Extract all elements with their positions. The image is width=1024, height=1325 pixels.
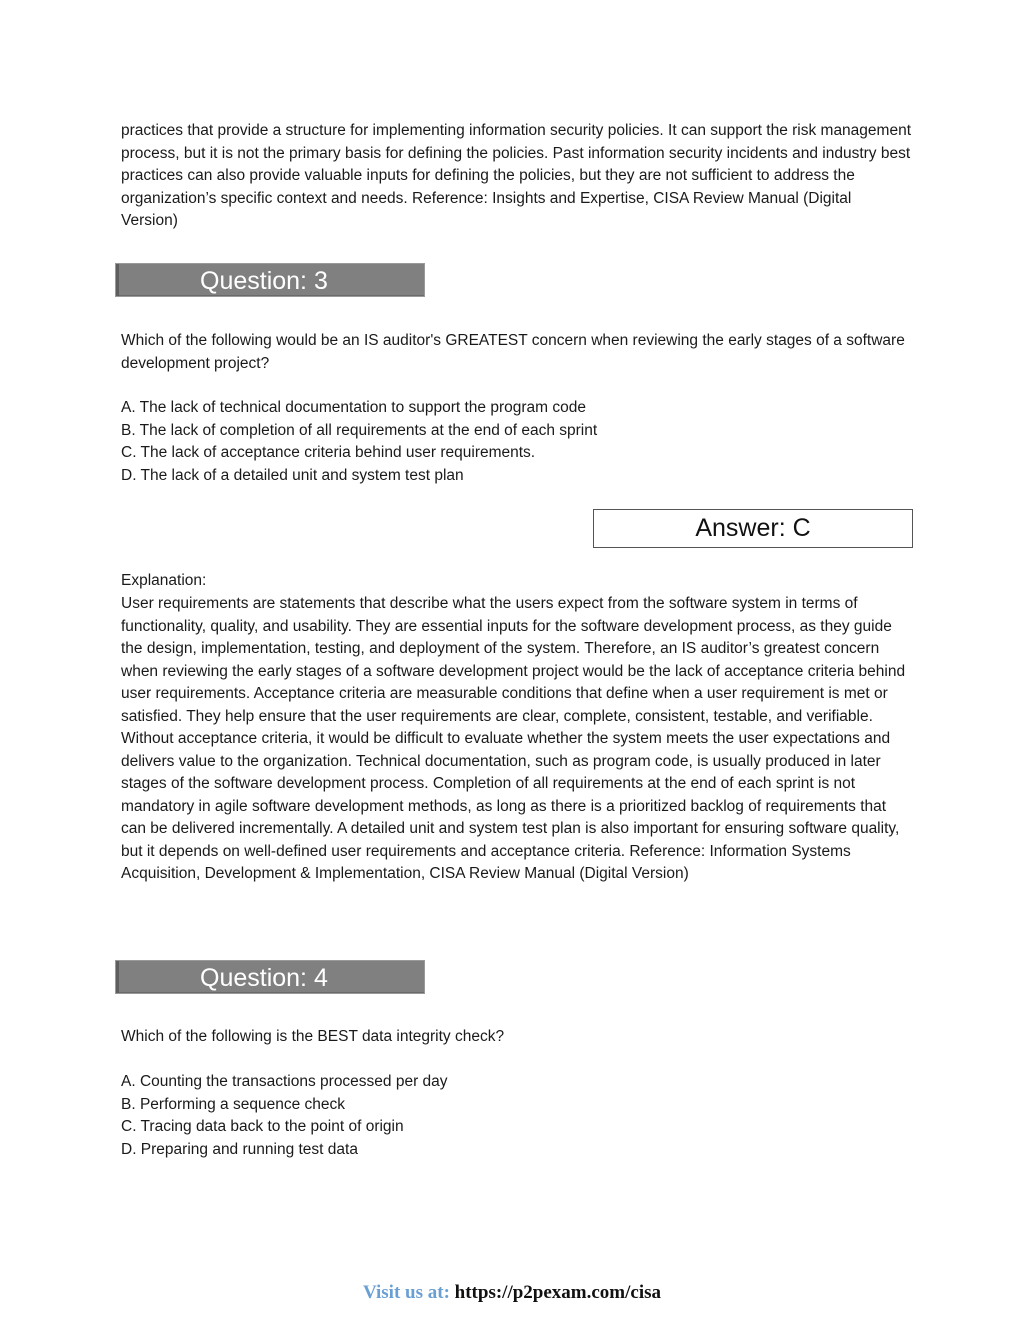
question-4-banner	[115, 960, 425, 994]
option-c: C. Tracing data back to the point of origin	[121, 1118, 404, 1135]
question-3-options	[121, 397, 911, 487]
option-c: C. The lack of acceptance criteria behind user requirements.	[121, 444, 536, 461]
question-4-options	[121, 1071, 911, 1161]
answer-text: Answer: C	[695, 514, 811, 542]
option-b: B. The lack of completion of all requirements at the end of each sprint	[121, 421, 598, 439]
question-3-banner	[115, 263, 425, 297]
answer-box	[593, 509, 913, 548]
footer-url-link[interactable]: https://p2pexam.com/cisa	[454, 1282, 662, 1303]
question-3-title: Question: 3	[200, 267, 328, 295]
option-d: D. The lack of a detailed unit and system test plan	[121, 466, 464, 484]
explanation-text: User requirements are statements that describe what the users expect from the software system in terms of functionality, quality, and usability. They are essential inputs for the software development process, as they guide the design, implementation, testing, and deployment of the system. Therefore, an IS auditor’s greatest concern when reviewing the early stages of a software development project would be the lack of acceptance criteria behind user requirements. Acceptance criteria are measurable conditions that define when a user requirement is met or satisfied. They help ensure that the user requirements are clear, complete, consistent, testable, and verifiable. Without acceptance criteria, it would be difficult to evaluate whether the system meets the user expectations and delivers value to the organization. Technical documentation, such as program code, is usually produced in later stages of the software development process. Completion of all requirements at the end of each sprint is not mandatory in agile software development methods, as long as there is a prioritized backlog of requirements that can be delivered incrementally. A detailed unit and system test plan is also important for ensuring software quality, but it depends on well-defined user requirements and acceptance criteria. Reference: Information Systems Acquisition, Development & Implementation, CISA Review Manual (Digital Version)	[121, 595, 906, 882]
intro-paragraph: practices that provide a structure for implementing information security policies. It can support the risk management process, but it is not the primary basis for defining the policies. Past information security incidents and industry best practices can also provide valuable inputs for defining the policies, but they are not sufficient to address the organization’s specific context and needs. Reference: Insights and Expertise, CISA Review Manual (Digital Version)	[121, 122, 912, 229]
option-d: D. Preparing and running test data	[121, 1140, 358, 1158]
option-b: B. Performing a sequence check	[121, 1095, 346, 1113]
footer-lead: Visit us at:	[362, 1282, 450, 1303]
footer	[0, 1281, 1024, 1305]
option-a: A. Counting the transactions processed per day	[121, 1073, 448, 1090]
question-3-text: Which of the following would be an IS auditor's GREATEST concern when reviewing the early stages of a software development project?	[121, 332, 905, 372]
explanation-label: Explanation:	[121, 572, 207, 589]
question-4-title: Question: 4	[200, 964, 328, 992]
option-a: A. The lack of technical documentation to support the program code	[121, 399, 586, 416]
question-4-text: Which of the following is the BEST data integrity check?	[121, 1028, 505, 1045]
